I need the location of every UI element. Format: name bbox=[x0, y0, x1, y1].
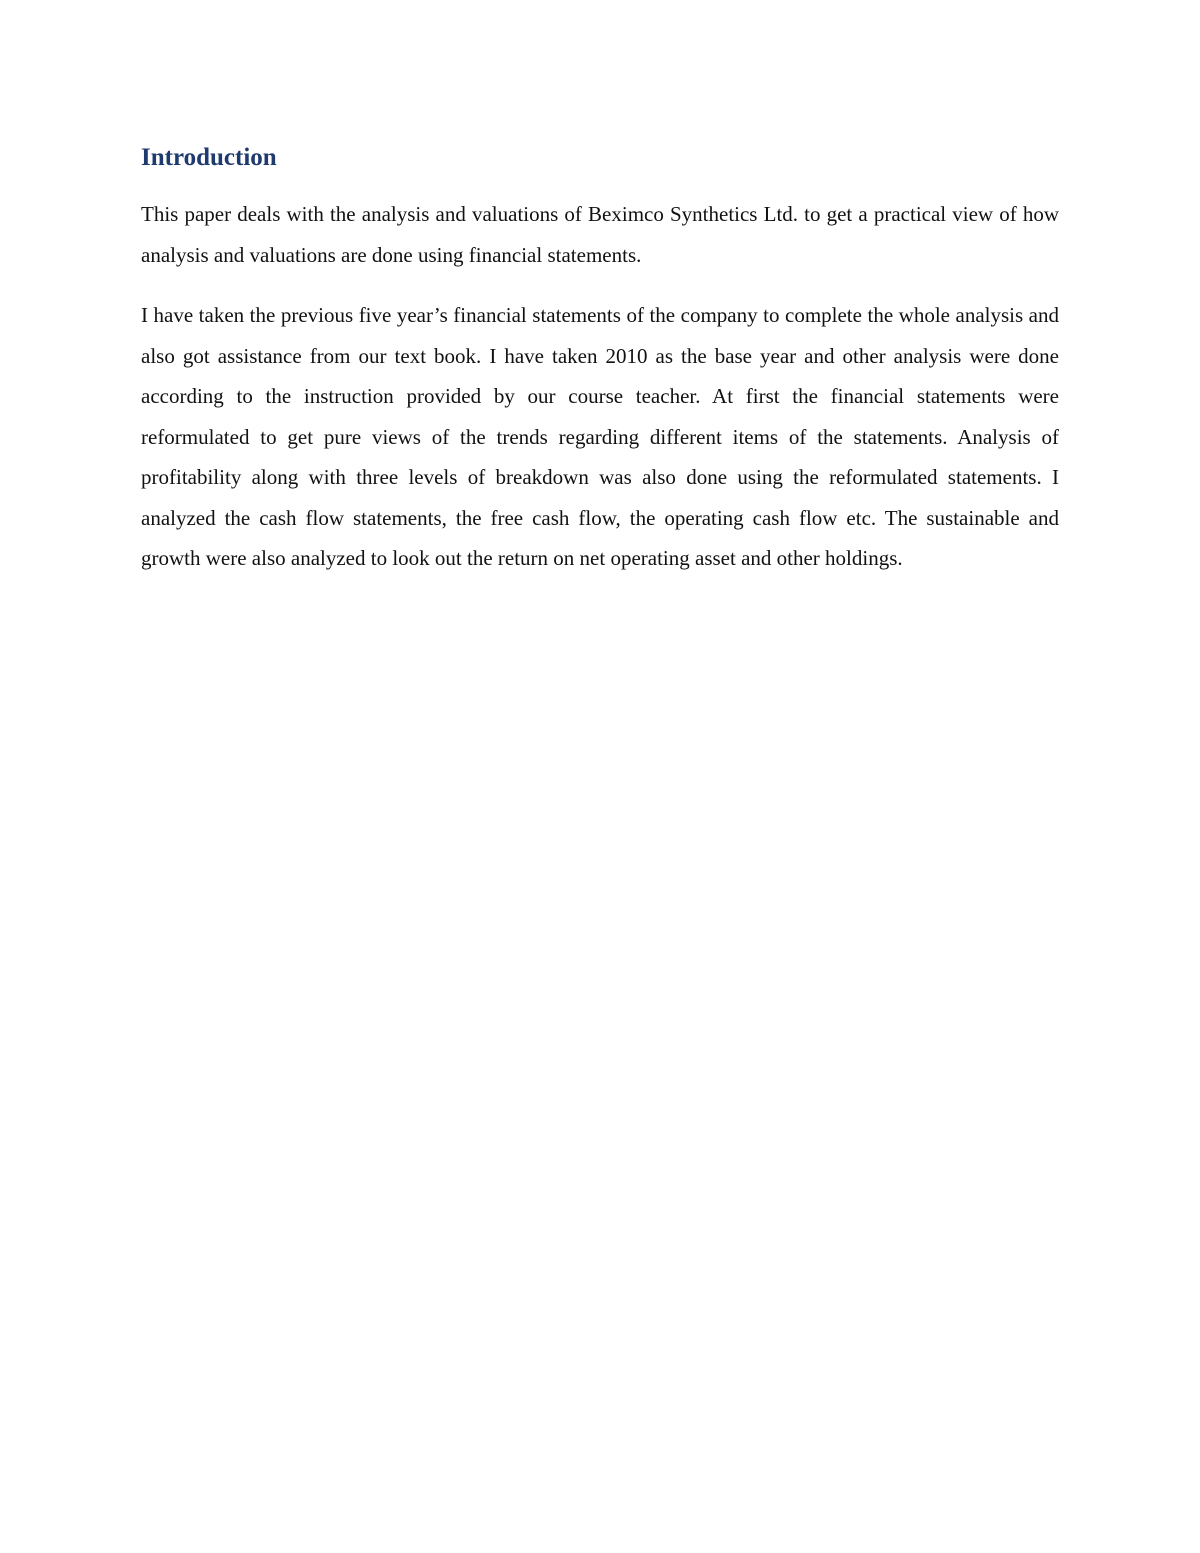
document-page bbox=[141, 138, 1059, 599]
intro-paragraph-1: This paper deals with the analysis and valuations of Beximco Synthetics Ltd. to get a practical view of how analysis and valuations are done using financial statements. bbox=[141, 202, 1059, 267]
section-heading: Introduction bbox=[141, 144, 277, 171]
intro-paragraph-2: I have taken the previous five year’s financial statements of the company to complete the whole analysis and also got assistance from our text book. I have taken 2010 as the base year and other analysis were done according to the instruction provided by our course teacher. At first the financial statements were reformulated to get pure views of the trends regarding different items of the statements. Analysis of profitability along with three levels of breakdown was also done using the reformulated statements. I analyzed the cash flow statements, the free cash flow, the operating cash flow etc. The sustainable and growth were also analyzed to look out the return on net operating asset and other holdings. bbox=[141, 303, 1059, 570]
